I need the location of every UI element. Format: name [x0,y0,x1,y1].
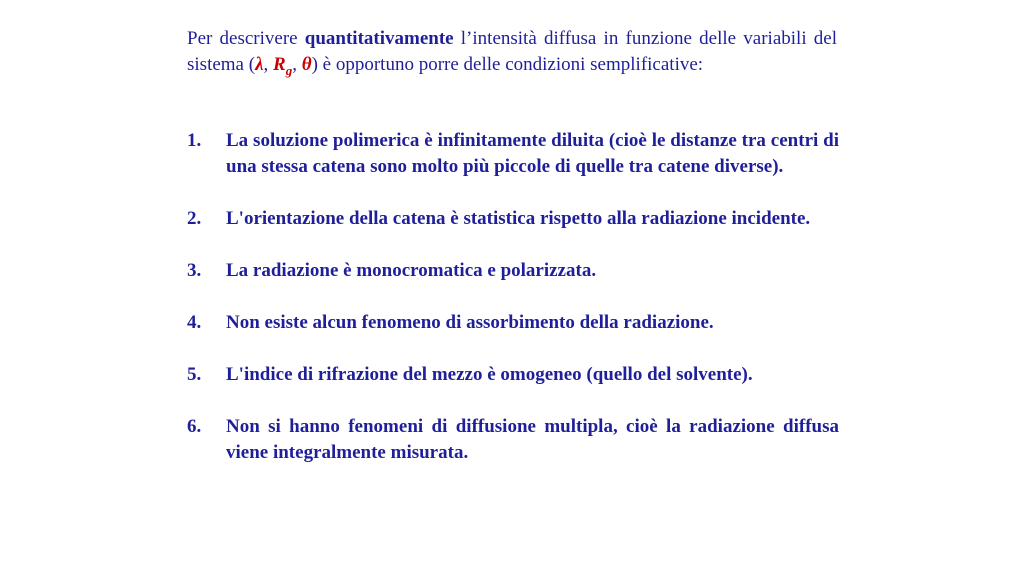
list-item [187,362,839,388]
item-number: 5. [187,364,202,385]
list-item [187,128,839,180]
item-text: Non si hanno fenomeni di diffusione multipla, cioè la radiazione diffusa viene integralmente misurata. [226,416,839,463]
list-item [187,414,839,466]
item-number: 3. [187,260,202,281]
intro-sep1: , [263,54,274,75]
item-number: 1. [187,130,202,151]
intro-paragraph [187,26,837,84]
list-item [187,258,839,284]
item-number: 4. [187,312,202,333]
variable-theta: θ [301,54,312,75]
variable-r [273,54,293,78]
intro-sep2: , [292,54,302,75]
intro-text-end: ) è opportuno porre delle condizioni semplificative: [311,54,704,75]
list-item [187,206,839,232]
variable-lambda: λ [255,54,264,75]
conditions-list [187,128,839,492]
item-number: 6. [187,416,202,437]
item-text: Non esiste alcun fenomeno di assorbimento della radiazione. [226,312,714,333]
item-text: La soluzione polimerica è infinitamente diluita (cioè le distanze tra centri di una stessa catena sono molto più piccole di quelle tra catene diverse). [226,130,839,177]
item-text: L'indice di rifrazione del mezzo è omogeneo (quello del solvente). [226,364,753,385]
item-text: L'orientazione della catena è statistica rispetto alla radiazione incidente. [226,208,811,229]
list-item [187,310,839,336]
variable-r-subscript: g [285,62,293,78]
intro-text-after: l’intensità diffusa in funzione delle variabili del sistema ( [187,28,837,75]
variable-r-main: R [273,54,286,75]
item-number: 2. [187,208,202,229]
intro-emphasis: quantitativamente [304,28,454,49]
item-text: La radiazione è monocromatica e polarizzata. [226,260,597,281]
intro-text-before: Per descrivere [187,28,305,49]
